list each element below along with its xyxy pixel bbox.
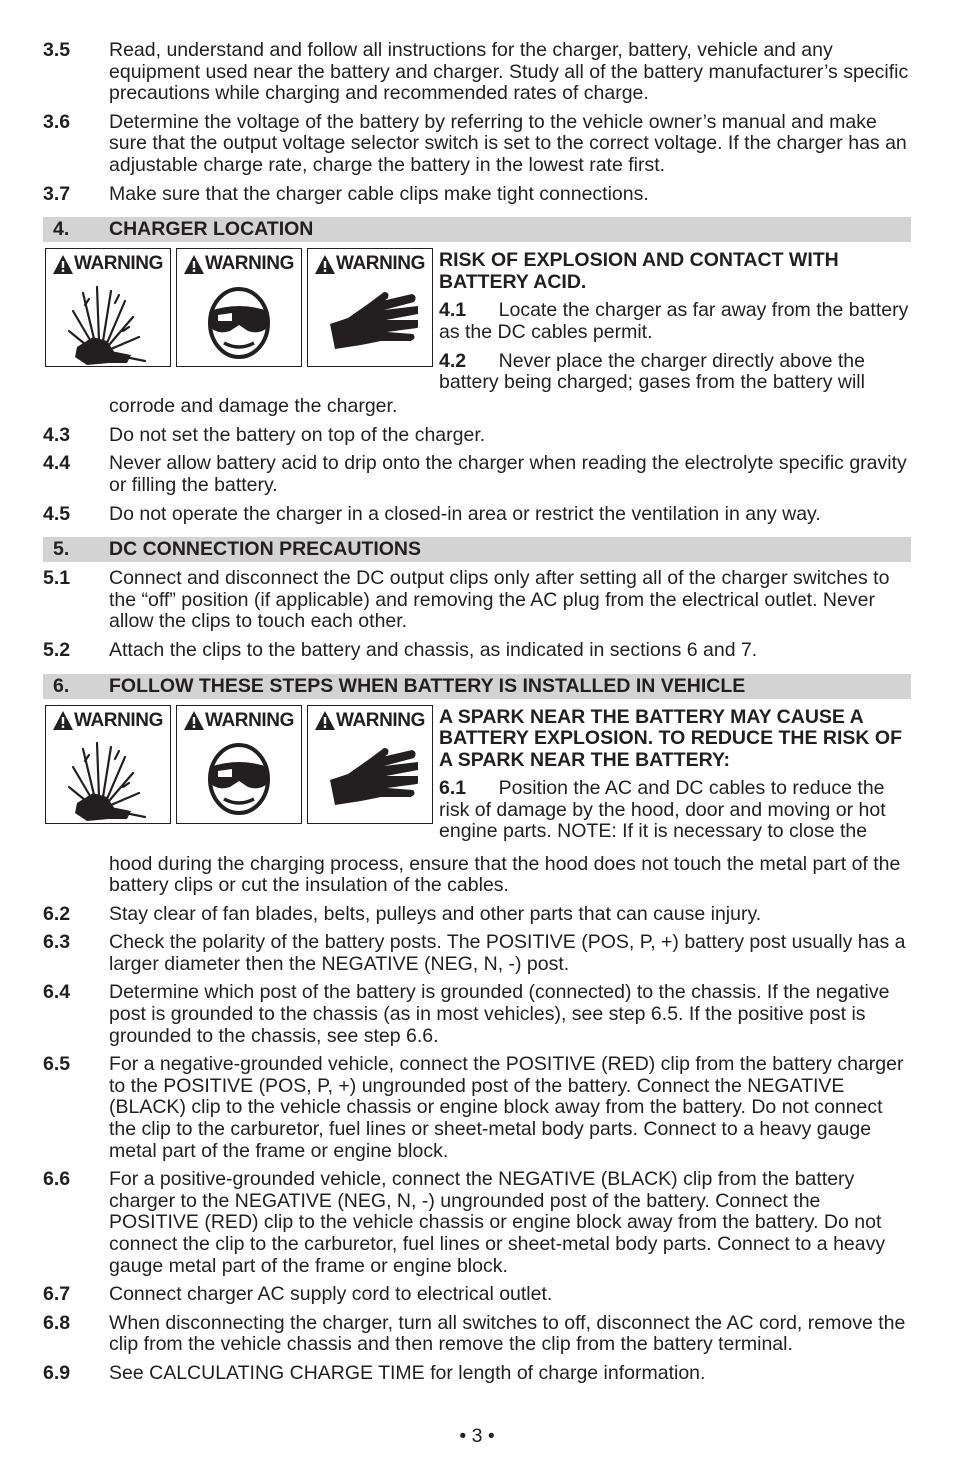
- list-item: 4.4 Never allow battery acid to drip onto the charger when reading the electrolyte specific gravity or filling the battery.: [43, 452, 907, 496]
- list-item: 6.5 For a negative-grounded vehicle, connect the POSITIVE (RED) clip from the battery charger to the POSITIVE (POS, P, +) ungrounded post of the battery. Connect the NEGATIVE (BLACK) clip to the vehicle chassis or engine block away from the battery. Do not connect the clip to the carburetor, fuel lines or sheet-metal body parts. Connect to a heavy gauge metal part of the frame or engine block.: [43, 1053, 904, 1162]
- explosion-warning: [45, 248, 171, 367]
- section-header-4: [43, 217, 911, 242]
- alert-triangle-icon: [315, 255, 335, 274]
- item-4-1: 4.1 Locate the charger as far away from the battery as the DC cables permit.: [439, 299, 909, 343]
- list-item: [43, 184, 911, 206]
- glove-icon: [322, 284, 418, 362]
- safety-goggles-icon: [204, 741, 274, 817]
- item-4-2: 4.2 Never place the charger directly above the battery being charged; gases from the battery will: [439, 349, 865, 394]
- explosion-icon: [63, 737, 153, 821]
- warning-icons-row: [45, 705, 433, 824]
- page-number: • 3 •: [459, 1425, 495, 1447]
- section-header-6: 6. FOLLOW THESE STEPS WHEN BATTERY IS INSTALLED IN VEHICLE: [43, 674, 911, 699]
- warning-label: WARNING: [204, 253, 295, 275]
- eye-protection-warning: [176, 248, 302, 367]
- list-item: 6.9 See CALCULATING CHARGE TIME for length of charge information.: [43, 1361, 706, 1384]
- item-text: Make sure that the charger cable clips make tight connections.: [109, 182, 649, 205]
- warning-label: WARNING: [73, 253, 164, 275]
- item-number: 3.7: [43, 182, 71, 205]
- alert-triangle-icon: [184, 711, 204, 730]
- item-6-1-continued: hood during the charging process, ensure that the hood does not touch the metal part of the battery clips or cut the insulation of the cables.: [109, 852, 901, 897]
- warning-icons-row: [45, 248, 433, 367]
- explosion-warning: WARNING: [45, 705, 171, 824]
- risk-warning-text: A SPARK NEAR THE BATTERY MAY CAUSE A BATTERY EXPLOSION. TO REDUCE THE RISK OF A SPARK NEAR THE BATTERY:: [439, 705, 902, 771]
- list-item: 6.2 Stay clear of fan blades, belts, pulleys and other parts that can cause injury.: [43, 902, 762, 925]
- glove-icon: [322, 740, 418, 818]
- warning-label: WARNING: [335, 253, 426, 275]
- list-item: 6.8 When disconnecting the charger, turn all switches to off, disconnect the AC cord, remove the clip from the vehicle chassis and then remove the clip from the battery terminal.: [43, 1311, 906, 1356]
- item-4-2-continued: corrode and damage the charger.: [109, 395, 398, 418]
- section-4-side-text: [439, 250, 915, 401]
- list-item: 5.1 Connect and disconnect the DC output clips only after setting all of the charger switches to the “off” position (if applicable) and removing the AC plug from the electrical outlet. Never allow the clips to touch each other.: [43, 567, 890, 633]
- alert-triangle-icon: [53, 711, 73, 730]
- list-item: [43, 40, 911, 105]
- section-header-5: 5. DC CONNECTION PRECAUTIONS: [43, 537, 911, 562]
- item-6-1: 6.1 Position the AC and DC cables to reduce the risk of damage by the hood, door and moving or hot engine parts. NOTE: If it is necessary to close the: [439, 777, 886, 843]
- list-item: 4.3 Do not set the battery on top of the charger.: [43, 423, 486, 446]
- alert-triangle-icon: [184, 255, 204, 274]
- section-6-side-text: [439, 707, 915, 851]
- list-item: 5.2 Attach the clips to the battery and chassis, as indicated in sections 6 and 7.: [43, 638, 758, 661]
- list-item: 6.4 Determine which post of the battery is grounded (connected) to the chassis. If the negative post is grounded to the chassis (as in most vehicles), see step 6.5. If the positive post is grounded to the chassis, see step 6.6.: [43, 981, 890, 1047]
- section-title: CHARGER LOCATION: [109, 218, 314, 241]
- item-text: Read, understand and follow all instructions for the charger, battery, vehicle and any equipment used near the battery and charger. Study all of the battery manufacturer’s specific precautions while charging and recommended rates of charge.: [109, 39, 909, 105]
- item-text: Determine the voltage of the battery by referring to the vehicle owner’s manual and make sure that the output voltage selector switch is set to the correct voltage. If the charger has an adjustable charge rate, charge the battery in the lowest rate first.: [109, 110, 907, 176]
- list-item: 6.6 For a positive-grounded vehicle, connect the NEGATIVE (BLACK) clip from the battery charger to the NEGATIVE (NEG, N, -) ungrounded post of the battery. Connect the POSITIVE (RED) clip to the vehicle chassis or engine block away from the battery. Do not connect the clip to the carburetor, fuel lines or sheet-metal body parts. Connect to a heavy gauge metal part of the frame or engine block.: [43, 1168, 886, 1277]
- gloves-warning: WARNING: [307, 705, 433, 824]
- warning-block-6: [43, 705, 911, 854]
- safety-goggles-icon: [204, 285, 274, 361]
- list-item: 6.3 Check the polarity of the battery posts. The POSITIVE (POS, P, +) battery post usually has a larger diameter then the NEGATIVE (NEG, N, -) post.: [43, 931, 906, 975]
- risk-warning-text: RISK OF EXPLOSION AND CONTACT WITH BATTERY ACID.: [439, 249, 839, 293]
- section-number: 4.: [53, 218, 70, 241]
- warning-block-4: [43, 248, 911, 396]
- explosion-icon: [63, 281, 153, 365]
- alert-triangle-icon: [315, 711, 335, 730]
- list-item: 4.5 Do not operate the charger in a closed-in area or restrict the ventilation in any way.: [43, 502, 821, 525]
- list-item: [43, 112, 911, 177]
- list-item: 6.7 Connect charger AC supply cord to electrical outlet.: [43, 1283, 553, 1306]
- item-number: 3.6: [43, 110, 71, 133]
- eye-protection-warning: WARNING: [176, 705, 302, 824]
- gloves-warning: [307, 248, 433, 367]
- item-number: 3.5: [43, 39, 71, 61]
- alert-triangle-icon: [53, 255, 73, 274]
